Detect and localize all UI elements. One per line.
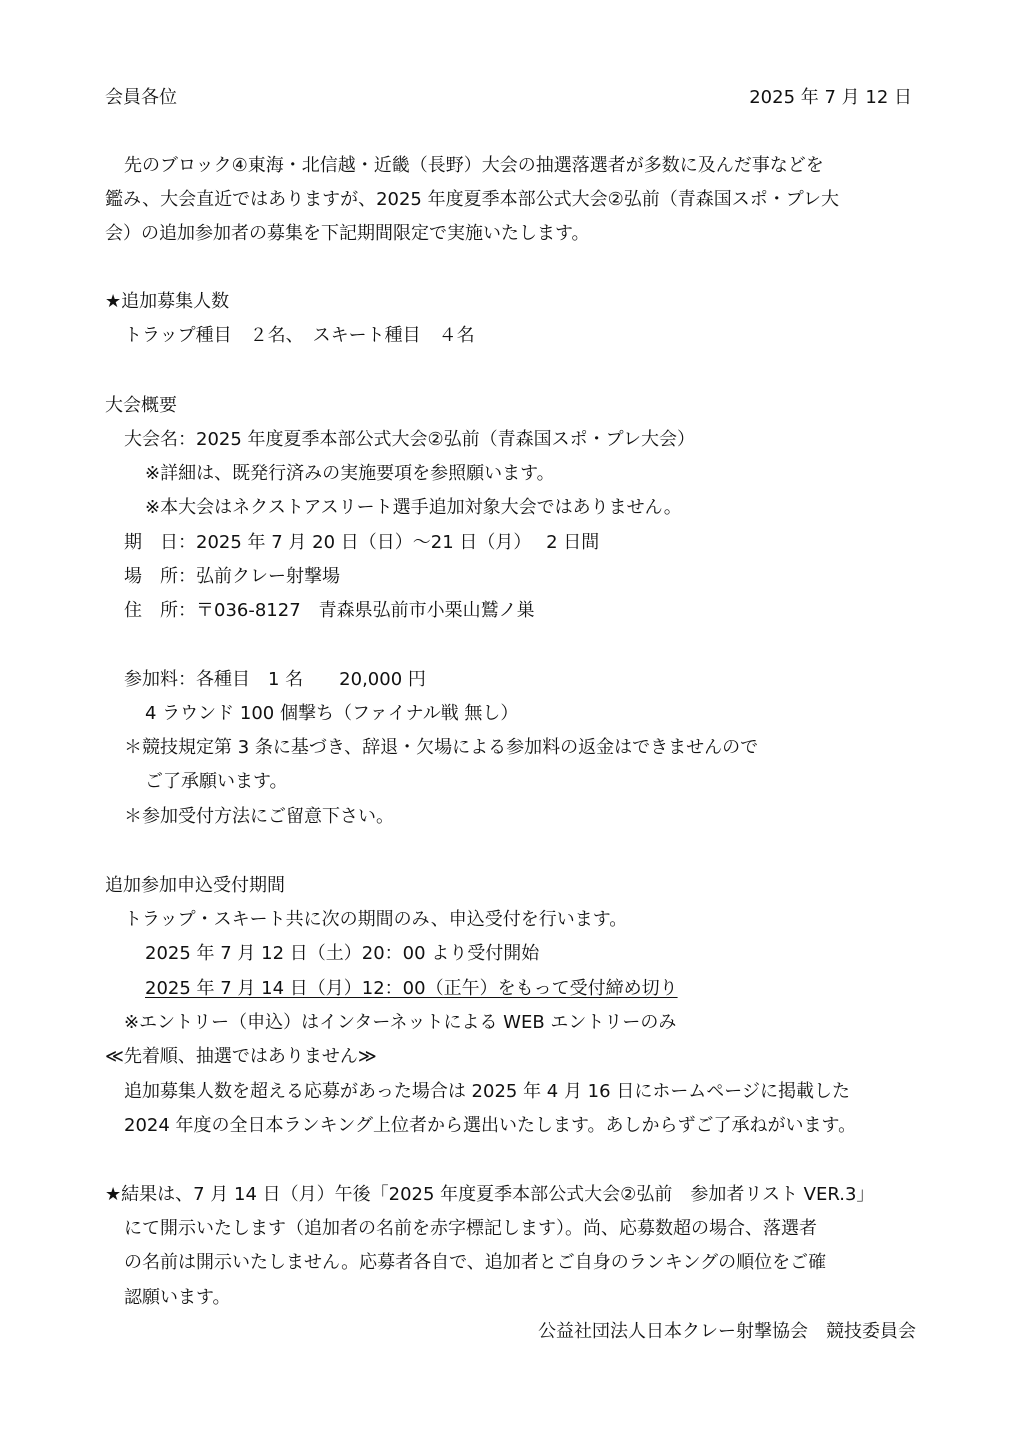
intro-line: 鑑み、大会直近ではありますが、2025 年度夏季本部公式大会②弘前（青森国スポ・プレ大 (105, 189, 840, 210)
period-heading: 追加参加申込受付期間 (105, 875, 285, 896)
fee-amount: 参加料：各種目 1 名 20,000 円 (124, 669, 426, 690)
recruit-detail: トラップ種目 ２名、 スキート種目 ４名 (124, 325, 475, 346)
result-line: の名前は開示いたしません。応募者各自で、追加者とご自身のランキングの順位をご確 (124, 1252, 827, 1273)
document-date: 2025 年 7 月 12 日 (749, 87, 912, 108)
recruit-heading: ★追加募集人数 (105, 291, 230, 312)
intro-line: 先のブロック④東海・北信越・近畿（長野）大会の抽選落選者が多数に及んだ事などを (124, 155, 824, 176)
event-dates: 期 日：2025 年 7 月 20 日（日）～21 日（月） 2 日間 (124, 532, 600, 553)
event-venue: 場 所：弘前クレー射撃場 (124, 566, 340, 587)
event-name: 大会名：2025 年度夏季本部公式大会②弘前（青森国スポ・プレ大会） (124, 429, 695, 450)
period-rule: 追加募集人数を超える応募があった場合は 2025 年 4 月 16 日にホームページに掲載した (124, 1081, 850, 1102)
event-address: 住 所：〒036-8127 青森県弘前市小栗山鷲ノ巣 (124, 600, 535, 621)
event-note: ※詳細は、既発行済みの実施要項を参照願います。 (145, 463, 555, 484)
period-entry: ※エントリー（申込）はインターネットによる WEB エントリーのみ (124, 1012, 677, 1033)
period-rule: 2024 年度の全日本ランキング上位者から選出いたします。あしからずご了承ねがいます。 (124, 1115, 857, 1136)
result-line: にて開示いたします（追加者の名前を赤字標記します）。尚、応募数超の場合、落選者 (124, 1218, 817, 1239)
fee-note: ＊競技規定第 3 条に基づき、辞退・欠場による参加料の返金はできませんので (124, 737, 759, 758)
period-line: トラップ・スキート共に次の期間のみ、申込受付を行います。 (124, 909, 628, 930)
intro-line: 会）の追加参加者の募集を下記期間限定で実施いたします。 (105, 223, 590, 244)
fee-note: ＊参加受付方法にご留意下さい。 (124, 806, 394, 827)
fee-format: 4 ラウンド 100 個撃ち（ファイナル戦 無し） (145, 703, 519, 724)
period-start: 2025 年 7 月 12 日（土）20：00 より受付開始 (145, 943, 540, 964)
signature: 公益社団法人日本クレー射撃協会 競技委員会 (538, 1321, 916, 1342)
addressee: 会員各位 (105, 87, 177, 108)
event-note: ※本大会はネクストアスリート選手追加対象大会ではありません。 (145, 497, 682, 518)
fee-note: ご了承願います。 (145, 771, 288, 792)
period-end: 2025 年 7 月 14 日（月）12：00（正午）をもって受付締め切り (145, 978, 678, 999)
result-line: ★結果は、7 月 14 日（月）午後「2025 年度夏季本部公式大会②弘前 参加者リスト VER.3」 (105, 1184, 875, 1205)
result-line: 認願います。 (124, 1287, 231, 1308)
period-order: ≪先着順、抽選ではありません≫ (105, 1046, 377, 1067)
overview-heading: 大会概要 (105, 395, 177, 416)
